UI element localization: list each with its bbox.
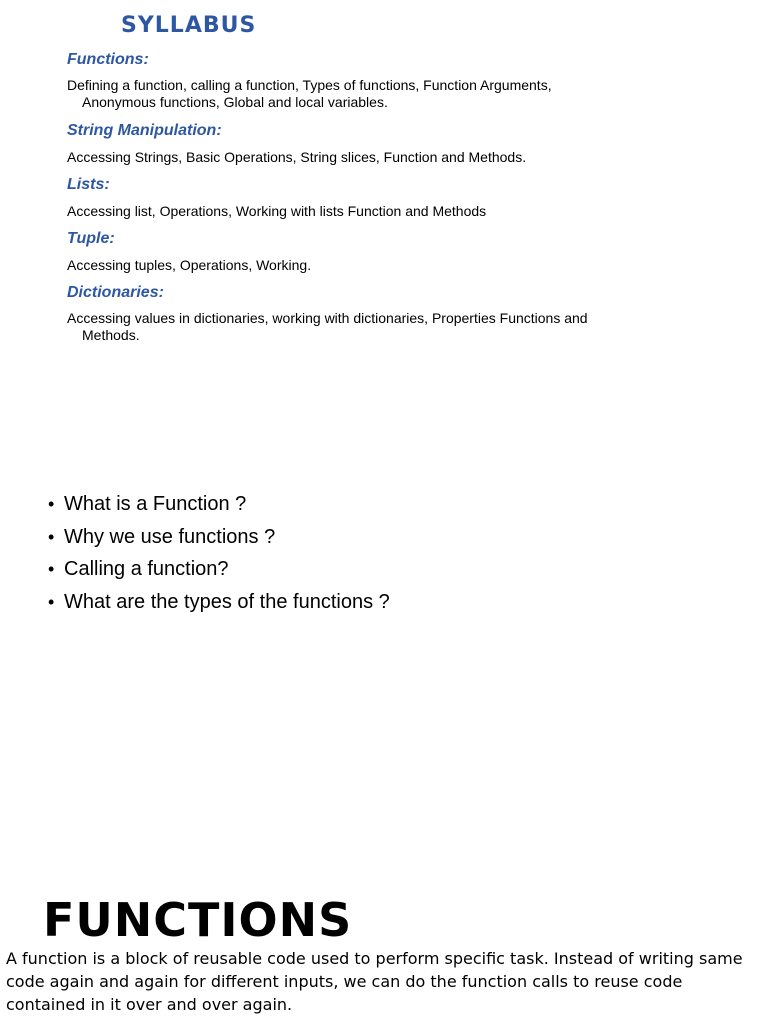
bullet-icon: • — [48, 559, 55, 579]
bullet-icon: • — [48, 591, 55, 612]
question-text: Why we use functions ? — [64, 525, 276, 548]
list-item — [48, 586, 390, 619]
topic-string-manipulation — [67, 121, 627, 166]
question-text: Calling a function? — [64, 558, 229, 580]
question-text: What are the types of the functions ? — [64, 590, 390, 613]
functions-heading: FUNCTIONS — [43, 893, 353, 947]
functions-definition-paragraph: A function is a block of reusable code used to perform specific task. Instead of writing same code again and again for different inputs, we can do the function calls to reuse code contained in it over and over again. — [6, 949, 743, 1014]
topic-description: Accessing values in dictionaries, working with dictionaries, Properties Functions and Methods. — [67, 310, 588, 343]
list-item — [48, 488, 390, 521]
topic-tuple — [67, 229, 627, 274]
topic-functions — [67, 50, 627, 111]
list-item — [48, 553, 390, 586]
topic-description: Accessing Strings, Basic Operations, String slices, Function and Methods. — [67, 149, 527, 165]
topic-heading: Tuple: — [67, 230, 115, 247]
topic-heading: Lists: — [67, 176, 110, 193]
syllabus-title: SYLLABUS — [121, 13, 257, 38]
topic-heading: String Manipulation: — [67, 122, 222, 139]
topic-dictionaries — [67, 283, 627, 344]
question-text: What is a Function ? — [64, 493, 247, 515]
topic-lists — [67, 175, 627, 220]
topic-heading: Functions: — [67, 51, 149, 68]
topic-description: Accessing list, Operations, Working with lists Function and Methods — [67, 203, 487, 219]
questions-list — [48, 488, 390, 618]
topic-description: Defining a function, calling a function, Types of functions, Function Arguments, Anonymous functions, Global and local variables. — [67, 77, 552, 110]
bullet-icon: • — [48, 526, 55, 547]
bullet-icon: • — [48, 494, 55, 514]
topic-heading: Dictionaries: — [67, 284, 164, 301]
list-item — [48, 521, 390, 554]
topic-description: Accessing tuples, Operations, Working. — [67, 257, 312, 273]
